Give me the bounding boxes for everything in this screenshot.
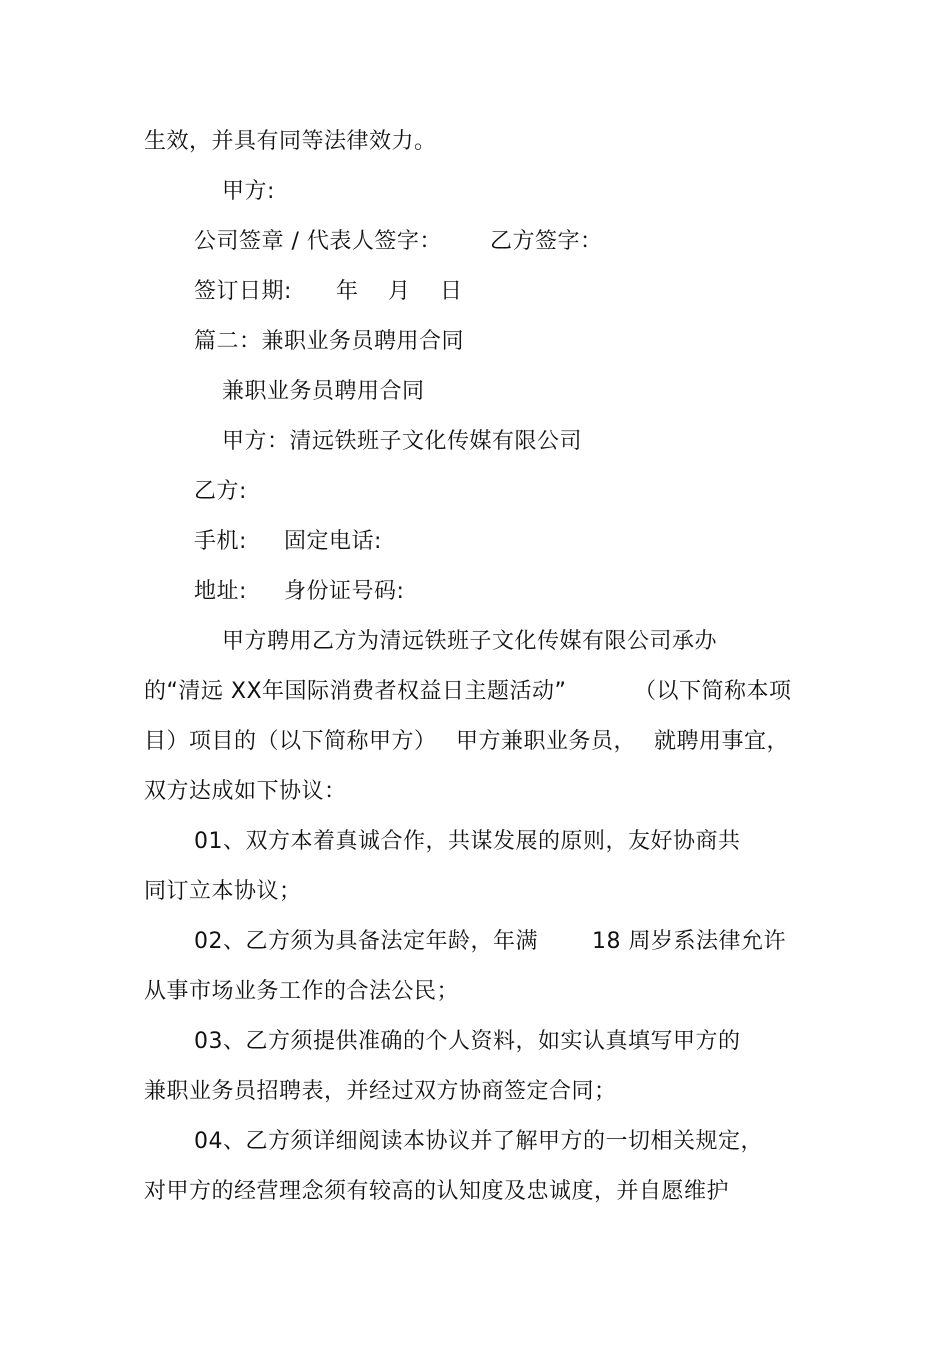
text-line: 兼职业务员招聘表，并经过双方协商签定合同；	[144, 1079, 617, 1104]
party-b-signature-label: 乙方签字：	[490, 229, 603, 254]
text-segment: 18 周岁系法律允许	[592, 929, 786, 954]
text-segment: （以下简称本项	[634, 679, 792, 704]
section-heading: 篇二：兼职业务员聘用合同	[194, 329, 465, 354]
company-seal-label: 公司签章 / 代表人签字：	[194, 229, 442, 254]
sign-date-line	[194, 277, 494, 307]
text-line: 生效，并具有同等法律效力。	[144, 129, 437, 154]
phone-line	[194, 527, 454, 557]
party-a-label: 甲方:	[222, 179, 275, 204]
party-b-label: 乙方:	[194, 479, 247, 504]
address-label: 地址:	[194, 579, 247, 604]
clause-02	[194, 927, 804, 957]
year-label: 年	[336, 279, 359, 304]
text-line: 双方达成如下协议：	[144, 779, 347, 804]
text-line	[144, 727, 804, 757]
mobile-label: 手机:	[194, 529, 247, 554]
text-line: 同订立本协议；	[144, 879, 302, 904]
id-number-label: 身份证号码:	[284, 579, 405, 604]
text-line: 从事市场业务工作的合法公民；	[144, 979, 460, 1004]
clause-03: 03、乙方须提供准确的个人资料，如实认真填写甲方的	[194, 1029, 741, 1054]
text-segment: 目）项目的（以下简称甲方）	[144, 729, 437, 754]
text-segment: 02、乙方须为具备法定年龄，年满	[194, 929, 538, 954]
text-line: 甲方聘用乙方为清远铁班子文化传媒有限公司承办	[222, 629, 718, 654]
text-segment: 就聘用事宜，	[654, 729, 790, 754]
party-a-company: 甲方：清远铁班子文化传媒有限公司	[222, 429, 583, 454]
text-line	[144, 677, 804, 707]
contract-title: 兼职业务员聘用合同	[222, 379, 425, 404]
month-label: 月	[388, 279, 411, 304]
text-segment: 的“清远 XX年国际消费者权益日主题活动”	[144, 679, 567, 704]
address-line	[194, 577, 454, 607]
text-line: 对甲方的经营理念须有较高的认知度及忠诚度，并自愿维护	[144, 1179, 730, 1204]
day-label: 日	[440, 279, 463, 304]
landline-label: 固定电话:	[284, 529, 382, 554]
clause-04: 04、乙方须详细阅读本协议并了解甲方的一切相关规定，	[194, 1129, 763, 1154]
sign-date-label: 签订日期:	[194, 279, 292, 304]
clause-01: 01、双方本着真诚合作，共谋发展的原则，友好协商共	[194, 829, 741, 854]
text-segment: 甲方兼职业务员，	[456, 729, 637, 754]
signature-line	[194, 227, 614, 257]
